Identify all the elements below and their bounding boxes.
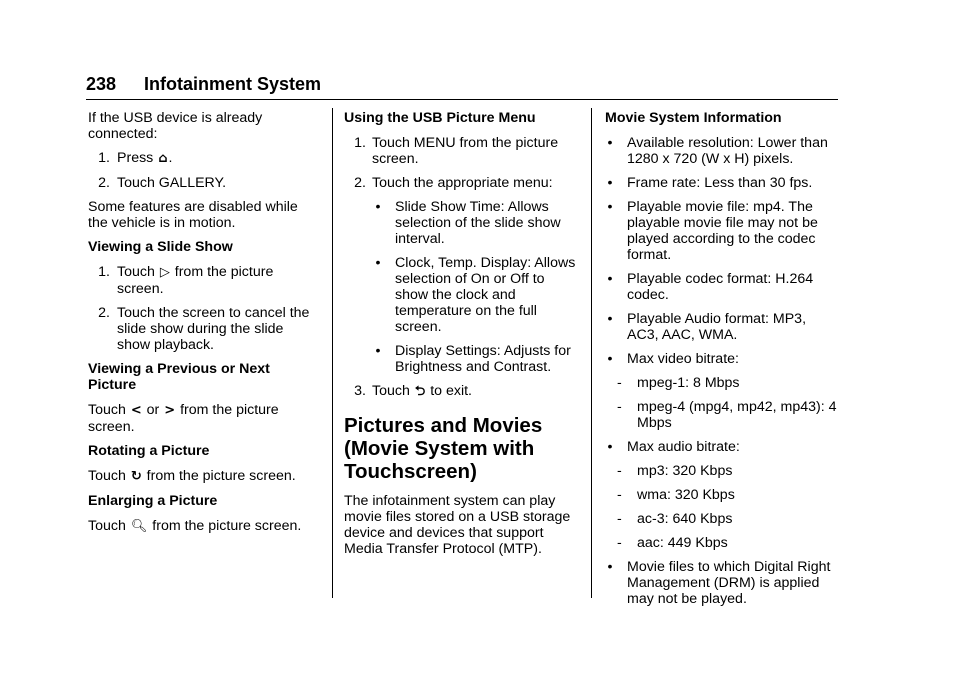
heading-enlarging: Enlarging a Picture (88, 493, 218, 509)
rotating-text: Touch ↻ from the picture screen. (88, 468, 296, 484)
column-1 (88, 110, 320, 543)
rotate-icon: ↻ (130, 469, 142, 484)
page-title: Infotainment System (144, 74, 322, 94)
heading-rotating: Rotating a Picture (88, 443, 210, 459)
page-header (86, 70, 838, 98)
step-touch-back: 3. Touch ⮌ to exit. (354, 383, 472, 399)
section-title: Pictures and Movies (Movie System with Touchscreen) (344, 414, 543, 483)
list-item: • Slide Show Time: Allows selection of the slide show interval. (375, 199, 561, 247)
list-item: • Available resolution: Lower than 1280 x 720 (W x H) pixels. (607, 135, 828, 167)
zoom-icon: 🔍︎ (130, 519, 148, 534)
step-touch-menu: 1. Touch MENU from the picture screen. (354, 135, 559, 167)
page-number: 238 (86, 74, 117, 94)
step-touch-gallery: 2. Touch GALLERY. (98, 175, 227, 191)
step-press-home: 1. Press ⌂. (98, 150, 173, 166)
list-item: • Playable Audio format: MP3, AC3, AAC, WMA. (607, 311, 807, 343)
list-item: - aac: 449 Kbps (617, 535, 728, 551)
heading-usb-picture-menu: Using the USB Picture Menu (344, 110, 536, 126)
home-icon: ⌂ (158, 151, 168, 166)
header-rule (86, 99, 838, 100)
previous-next-text: Touch < or > from the picture screen. (88, 402, 279, 435)
list-item: - mpeg-4 (mpg4, mp42, mp43): 4 Mbps (617, 399, 837, 431)
list-item: • Movie files to which Digital Right Management (DRM) is applied may not be played. (607, 559, 831, 607)
step-cancel-slide-show: 2. Touch the screen to cancel the slide show during the slide show playback. (98, 305, 310, 353)
heading-slide-show: Viewing a Slide Show (88, 239, 233, 255)
heading-previous-next: Viewing a Previous or Next Picture (88, 361, 270, 393)
column-divider-1 (332, 108, 333, 598)
column-2 (344, 110, 580, 565)
list-item: • Display Settings: Adjusts for Brightness and Contrast. (375, 343, 571, 375)
list-item: - wma: 320 Kbps (617, 487, 735, 503)
step-start-slide-show: 1. Touch ▷ from the picture screen. (98, 264, 274, 297)
column-3 (605, 110, 837, 615)
slide-show-icon: ▷ (159, 265, 170, 280)
disabled-features-text: Some features are disabled while the vehicle is in motion. (88, 199, 298, 231)
previous-arrow-icon: < (130, 403, 142, 418)
list-item: • Clock, Temp. Display: Allows selection of On or Off to show the clock and temperature on the full screen. (375, 255, 576, 335)
list-item: • Playable codec format: H.264 codec. (607, 271, 814, 303)
heading-movie-info: Movie System Information (605, 110, 782, 126)
next-arrow-icon: > (164, 403, 176, 418)
list-item: • Max audio bitrate: (607, 439, 740, 455)
back-icon: ⮌ (414, 384, 426, 399)
column-divider-2 (591, 108, 592, 598)
enlarging-text: Touch 🔍︎ from the picture screen. (88, 518, 302, 534)
list-item: - mp3: 320 Kbps (617, 463, 733, 479)
usb-connected-text: If the USB device is already connected: (88, 110, 263, 142)
list-item: • Max video bitrate: (607, 351, 739, 367)
list-item: • Playable movie file: mp4. The playable movie file may not be played according to the codec format. (607, 199, 818, 263)
section-intro-text: The infotainment system can play movie files stored on a USB storage device and devices that support Media Transfer Protocol (MTP). (344, 493, 571, 557)
step-touch-menu-item: 2. Touch the appropriate menu: (354, 175, 553, 191)
list-item: - ac-3: 640 Kbps (617, 511, 733, 527)
list-item: - mpeg-1: 8 Mbps (617, 375, 740, 391)
list-item: • Frame rate: Less than 30 fps. (607, 175, 813, 191)
